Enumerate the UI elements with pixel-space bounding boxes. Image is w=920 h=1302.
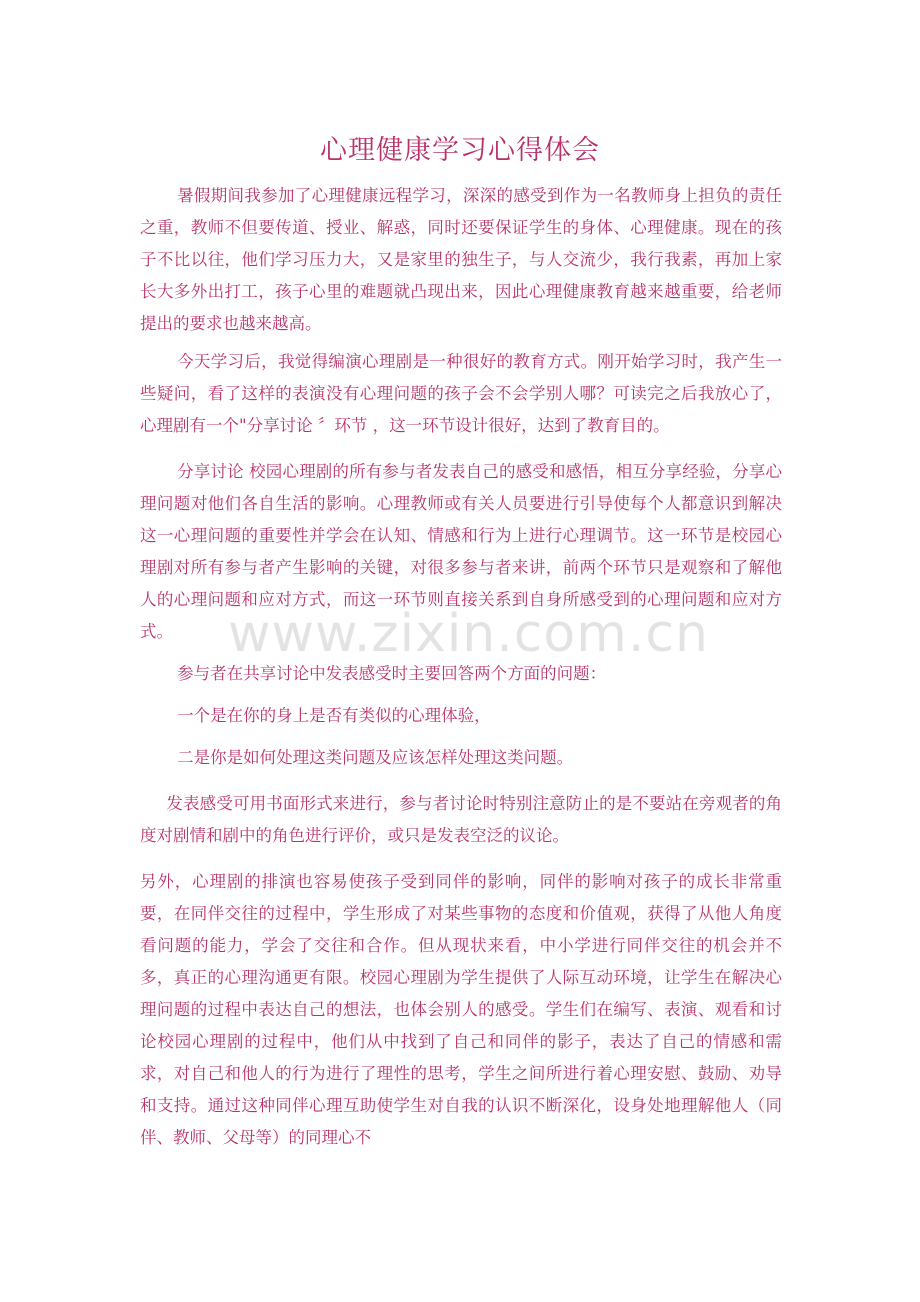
- paragraph-3: 分享讨论 校园心理剧的所有参与者发表自己的感受和感悟，相互分享经验，分享心理问题对他们各自生活的影响。心理教师或有关人员要进行引导使每个人都意识到解决这一心理问题的重要性并学会在认知、情感和行为上进行心理调节。这一环节是校园心理剧对所有参与者产生影响的关键，对很多参与者来讲，前两个环节只是观察和了解他人的心理问题和应对方式，而这一环节则直接关系到自身所感受到的心理问题和应对方式。: [140, 462, 782, 641]
- paragraph-6: 二是你是如何处理这类问题及应该怎样处理这类问题。: [177, 748, 574, 767]
- paragraph-4: 参与者在共享讨论中发表感受时主要回答两个方面的问题：: [177, 664, 607, 683]
- paragraph-7: 发表感受可用书面形式来进行，参与者讨论时特别注意防止的是不要站在旁观者的角度对剧情和剧中的角色进行评价，或只是发表空泛的议论。: [140, 794, 782, 845]
- watermark: www.zixin.com.cn: [228, 604, 709, 664]
- paragraph-8: 另外，心理剧的排演也容易使孩子受到同伴的影响，同伴的影响对孩子的成长非常重要，在同伴交往的过程中，学生形成了对某些事物的态度和价值观，获得了从他人角度看问题的能力，学会了交往和合作。但从现状来看，中小学进行同伴交往的机会并不多，真正的心理沟通更有限。校园心理剧为学生提供了人际互动环境，让学生在解决心理问题的过程中表达自己的想法，也体会别人的感受。学生们在编写、表演、观看和讨论校园心理剧的过程中，他们从中找到了自己和同伴的影子，表达了自己的情感和需求，对自己和他人的行为进行了理性的思考，学生之间所进行着心理安慰、鼓励、劝导和支持。通过这种同伴心理互助使学生对自我的认识不断深化，设身处地理解他人（同伴、教师、父母等）的同理心不: [140, 872, 782, 1147]
- paragraph-2: 今天学习后，我觉得编演心理剧是一种很好的教育方式。刚开始学习时，我产生一些疑问，看了这样的表演没有心理问题的孩子会不会学别人哪？可读完之后我放心了，心理剧有一个"分享讨论 〞环节 ，这一环节设计很好，达到了教育目的。: [140, 352, 782, 435]
- document-title: 心理健康学习心得体会: [320, 135, 600, 166]
- document-body: [140, 180, 782, 1154]
- paragraph-5: 一个是在你的身上是否有类似的心理体验，: [177, 706, 491, 725]
- paragraph-1: 暑假期间我参加了心理健康远程学习，深深的感受到作为一名教师身上担负的责任之重，教师不但要传道、授业、解惑，同时还要保证学生的身体、心理健康。现在的孩子不比以往，他们学习压力大，又是家里的独生子，与人交流少，我行我素，再加上家长大多外出打工，孩子心里的难题就凸现出来，因此心理健康教育越来越重要，给老师提出的要求也越来越高。: [140, 186, 782, 333]
